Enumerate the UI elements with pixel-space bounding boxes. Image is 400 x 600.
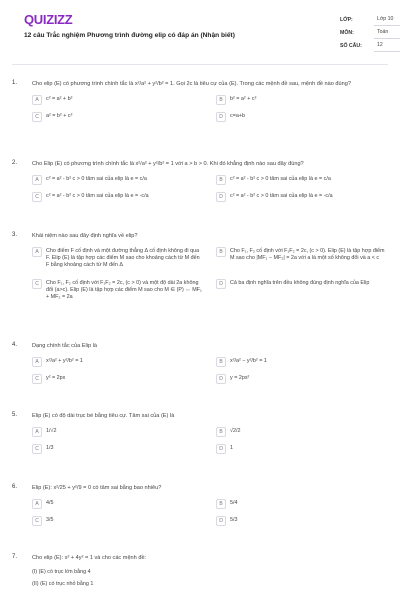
option-letter: C <box>32 112 42 122</box>
question-3 <box>12 232 388 301</box>
option-letter: C <box>32 374 42 384</box>
option-d[interactable] <box>216 279 388 301</box>
option-text: √2/2 <box>230 428 241 434</box>
page-title: 12 câu Trắc nghiệm Phương trình đường elip có đáp án (Nhận biết) <box>24 32 235 39</box>
option-text: y² = 2px <box>46 375 66 381</box>
option-b[interactable] <box>216 247 388 269</box>
meta-class-value: Lớp 10 <box>374 16 400 26</box>
option-text: x²/a² + y²/b² = 1 <box>46 358 83 364</box>
option-text: c² = a² - b² c > 0 tâm sai của elip là e = c/a <box>230 176 331 182</box>
option-letter: D <box>216 444 226 454</box>
answer-options <box>32 357 388 385</box>
answer-options <box>32 247 388 301</box>
answer-options <box>32 427 388 455</box>
option-letter: A <box>32 247 42 257</box>
option-d[interactable] <box>216 374 388 385</box>
question-number: 3. <box>12 232 18 238</box>
meta-subject-value: Toán <box>374 29 400 39</box>
option-text: y = 2px² <box>230 375 250 381</box>
question-5 <box>12 412 388 455</box>
option-letter: B <box>216 95 226 105</box>
question-6 <box>12 484 388 527</box>
option-letter: D <box>216 192 226 202</box>
option-text: c² = a² - b² c > 0 tâm sai của elip là e = -c/a <box>46 193 149 199</box>
option-text: 4/5 <box>46 500 54 506</box>
option-text: 1/3 <box>46 445 54 451</box>
question-text: Cho Elip (E) có phương trình chính tắc là x²/a² + y²/b² = 1 với a > b > 0. Khi đó khẳng định nào sau đây đúng? <box>32 161 304 167</box>
question-number: 2. <box>12 160 18 166</box>
option-text: Cả ba định nghĩa trên đều không đúng định nghĩa của Elip <box>230 280 370 286</box>
option-a[interactable] <box>32 357 204 368</box>
question-4 <box>12 342 388 385</box>
option-text: b² = a² + c² <box>230 96 257 102</box>
option-letter: A <box>32 499 42 509</box>
option-letter: B <box>216 247 226 257</box>
option-letter: D <box>216 112 226 122</box>
option-letter: A <box>32 427 42 437</box>
option-text: c=a+b <box>230 113 245 119</box>
option-text: c² = a² - b² c > 0 tâm sai của elip là e = c/a <box>46 176 147 182</box>
option-text: c² = a² - b² c > 0 tâm sai của elip là e = -c/a <box>230 193 333 199</box>
meta-class-row <box>340 14 400 27</box>
worksheet-meta <box>340 14 400 53</box>
option-c[interactable] <box>32 374 204 385</box>
answer-options <box>32 175 388 203</box>
option-letter: C <box>32 192 42 202</box>
option-d[interactable] <box>216 192 388 203</box>
option-c[interactable] <box>32 279 204 301</box>
option-letter: A <box>32 357 42 367</box>
option-text: a² = b² + c² <box>46 113 73 119</box>
question-2 <box>12 160 388 203</box>
option-letter: B <box>216 427 226 437</box>
option-letter: C <box>32 279 42 289</box>
question-number: 1. <box>12 80 18 86</box>
meta-count-value: 12 <box>374 42 400 52</box>
question-text: Cho elip (E) có phương trình chính tắc là x²/a² + y²/b² = 1. Gọi 2c là tiêu cự của (E). Trong các mệnh đề sau, mệnh đề nào đúng? <box>32 81 351 87</box>
option-a[interactable] <box>32 247 204 269</box>
meta-subject-row <box>340 27 400 40</box>
question-text: Elip (E): x²/25 + y²/9 = 0 có tâm sai bằng bao nhiêu? <box>32 485 162 491</box>
option-d[interactable] <box>216 516 388 527</box>
answer-options <box>32 95 388 123</box>
option-text: 5/3 <box>230 517 238 523</box>
option-a[interactable] <box>32 427 204 438</box>
option-b[interactable] <box>216 427 388 438</box>
option-text: 1 <box>230 445 233 451</box>
option-b[interactable] <box>216 357 388 368</box>
option-c[interactable] <box>32 516 204 527</box>
question-text: Khái niệm nào sau đây định nghĩa về elip? <box>32 233 138 239</box>
question-number: 6. <box>12 484 18 490</box>
statement-1: (I) (E) có trục lớn bằng 4 <box>32 569 91 575</box>
quizizz-logo: QUIZIZZ <box>24 12 73 27</box>
option-letter: C <box>32 516 42 526</box>
meta-class-label: LỚP: <box>340 17 353 24</box>
option-c[interactable] <box>32 112 204 123</box>
option-text: 1/√2 <box>46 428 57 434</box>
option-text: x²/a² − y²/b² = 1 <box>230 358 267 364</box>
option-letter: D <box>216 516 226 526</box>
option-b[interactable] <box>216 95 388 106</box>
option-text: Cho F₁, F₂ cố định với F₁F₂ = 2c, (c > 0) và một độ dài 2a không đổi (a>c). Elip (E) là tập hợp các điểm M sao cho M ∈ (P) ⇔ MF₁ + MF₂ = 2a <box>46 280 202 300</box>
option-text: Cho F₁, F₂ cố định với F₁F₂ = 2c, (c > 0). Elip (E) là tập hợp điểm M sao cho |MF₁ − MF₂| = 2a với a là một số không đổi và a < c <box>230 248 385 261</box>
question-number: 4. <box>12 342 18 348</box>
option-text: c² = a² + b² <box>46 96 73 102</box>
question-7 <box>12 554 388 589</box>
option-letter: C <box>32 444 42 454</box>
worksheet-header <box>12 0 394 65</box>
question-text: Dạng chính tắc của Elip là <box>32 343 97 349</box>
meta-subject-label: MÔN: <box>340 30 354 37</box>
option-letter: B <box>216 357 226 367</box>
option-a[interactable] <box>32 175 204 186</box>
option-c[interactable] <box>32 192 204 203</box>
option-letter: B <box>216 175 226 185</box>
option-text: 3/5 <box>46 517 54 523</box>
option-letter: A <box>32 95 42 105</box>
option-d[interactable] <box>216 112 388 123</box>
option-c[interactable] <box>32 444 204 455</box>
statement-2: (II) (E) có trục nhỏ bằng 1 <box>32 581 94 587</box>
option-letter: A <box>32 175 42 185</box>
question-number: 7. <box>12 554 18 560</box>
option-a[interactable] <box>32 499 204 510</box>
question-text: Cho elip (E): x² + 4y² = 1 và cho các mệnh đề: <box>32 555 147 561</box>
option-a[interactable] <box>32 95 204 106</box>
option-d[interactable] <box>216 444 388 455</box>
option-letter: D <box>216 374 226 384</box>
meta-count-row <box>340 40 400 53</box>
option-b[interactable] <box>216 175 388 186</box>
question-1 <box>12 80 388 123</box>
option-text: Cho điểm F cố định và một đường thẳng Δ cố định không đi qua F. Elip (E) là tập hợp các điểm M sao cho khoảng cách từ M đến F bằng khoảng cách từ M đến Δ <box>46 248 200 268</box>
answer-options <box>32 499 388 527</box>
option-letter: D <box>216 279 226 289</box>
option-b[interactable] <box>216 499 388 510</box>
question-number: 5. <box>12 412 18 418</box>
option-letter: B <box>216 499 226 509</box>
option-text: 5/4 <box>230 500 238 506</box>
question-text: Elip (E) có độ dài trục bé bằng tiêu cự. Tâm sai của (E) là <box>32 413 175 419</box>
meta-count-label: SỐ CÂU: <box>340 43 362 50</box>
